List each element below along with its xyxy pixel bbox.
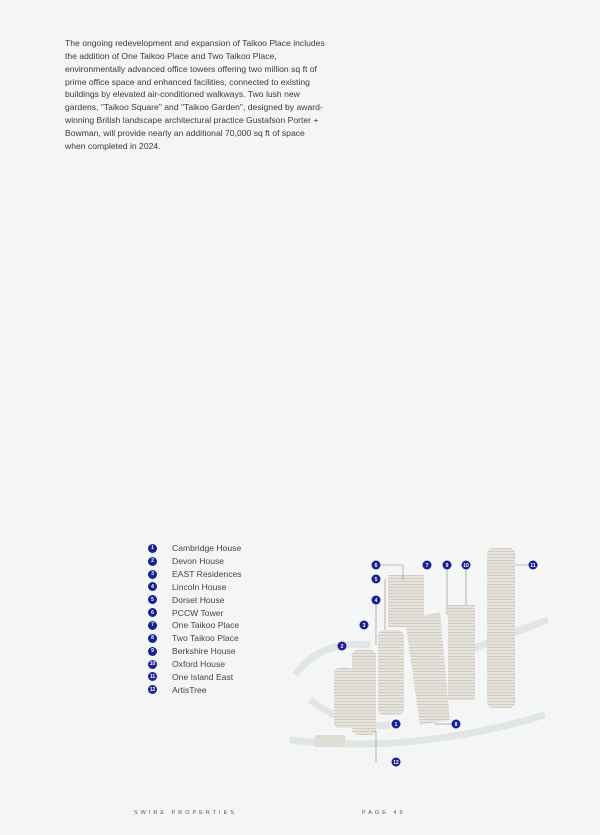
legend-item — [148, 593, 242, 606]
legend-label: ArtisTree — [172, 684, 207, 695]
legend-label: Two Taikoo Place — [172, 633, 239, 644]
legend-label: Dorset House — [172, 594, 225, 605]
map-marker — [443, 561, 452, 570]
legend-label: Cambridge House — [172, 543, 242, 554]
map-marker — [338, 642, 347, 651]
building-devon-house — [334, 668, 354, 728]
marker-badge: 4 — [148, 582, 157, 591]
map-marker — [360, 621, 369, 630]
svg-text:1: 1 — [394, 721, 398, 728]
map-marker — [462, 561, 471, 570]
svg-text:12: 12 — [393, 759, 399, 766]
marker-badge: 12 — [149, 686, 156, 693]
marker-badge: 7 — [148, 621, 157, 630]
svg-text:9: 9 — [445, 562, 449, 569]
building-one-island-east — [487, 548, 515, 708]
marker-badge: 3 — [148, 570, 157, 579]
map-marker — [452, 720, 461, 729]
marker-badge: 8 — [148, 634, 157, 643]
marker-badge: 11 — [149, 673, 156, 680]
legend-label: Oxford House — [172, 659, 226, 670]
legend-item — [148, 670, 242, 683]
svg-text:2: 2 — [340, 643, 344, 650]
map-marker — [423, 561, 432, 570]
marker-badge: 2 — [148, 557, 157, 566]
svg-text:3: 3 — [362, 622, 366, 629]
svg-text:6: 6 — [374, 562, 378, 569]
podium — [315, 735, 345, 747]
marker-badge: 9 — [148, 647, 157, 656]
legend-label: One Island East — [172, 671, 234, 682]
svg-text:4: 4 — [374, 597, 378, 604]
map-marker — [372, 561, 381, 570]
taikoo-place-illustration — [290, 540, 550, 775]
legend-label: Berkshire House — [172, 646, 236, 657]
legend-item — [148, 683, 242, 696]
map-marker — [392, 720, 401, 729]
footer-page-number: PAGE 49 — [362, 810, 406, 816]
marker-badge: 10 — [149, 661, 156, 668]
svg-text:5: 5 — [374, 576, 378, 583]
map-marker — [529, 561, 538, 570]
legend-item — [148, 606, 242, 619]
legend-label: One Taikoo Place — [172, 620, 240, 631]
legend-label: EAST Residences — [172, 569, 242, 580]
legend-item — [148, 542, 242, 555]
building-one-taikoo-place — [378, 630, 404, 715]
building-oxford-house — [448, 605, 475, 700]
legend-item — [148, 555, 242, 568]
legend-item — [148, 568, 242, 581]
building-two-taikoo-place — [405, 612, 450, 725]
map-marker — [372, 575, 381, 584]
footer-brand: SWIRE PROPERTIES — [134, 810, 237, 816]
map-marker — [392, 758, 401, 767]
legend-label: PCCW Tower — [172, 607, 224, 618]
marker-badge: 1 — [148, 544, 157, 553]
legend-item — [148, 658, 242, 671]
marker-badge: 5 — [148, 595, 157, 604]
legend-item — [148, 619, 242, 632]
building-legend — [148, 542, 242, 696]
legend-item — [148, 645, 242, 658]
marker-badge: 6 — [148, 608, 157, 617]
svg-text:10: 10 — [463, 562, 469, 569]
building-east-residences — [352, 650, 376, 735]
legend-label: Devon House — [172, 556, 225, 567]
svg-text:8: 8 — [454, 721, 458, 728]
body-paragraph: The ongoing redevelopment and expansion of Taikoo Place includes the addition of One Taikoo Place and Two Taikoo Place, environmentally advanced office towers offering two million sq ft of prime office space and enhanced facilities, connected to existing buildings by elevated air-conditioned walkways. Two lush new gardens, "Taikoo Square" and "Taikoo Garden", designed by award-winning British landscape architectural practice Gustafson Porter + Bowman, will provide nearly an additional 70,000 sq ft of space when completed in 2024. — [65, 38, 325, 151]
legend-label: Lincoln House — [172, 581, 227, 592]
legend-item — [148, 581, 242, 594]
svg-text:11: 11 — [530, 562, 536, 569]
map-marker — [372, 596, 381, 605]
svg-text:7: 7 — [425, 562, 429, 569]
legend-item — [148, 632, 242, 645]
